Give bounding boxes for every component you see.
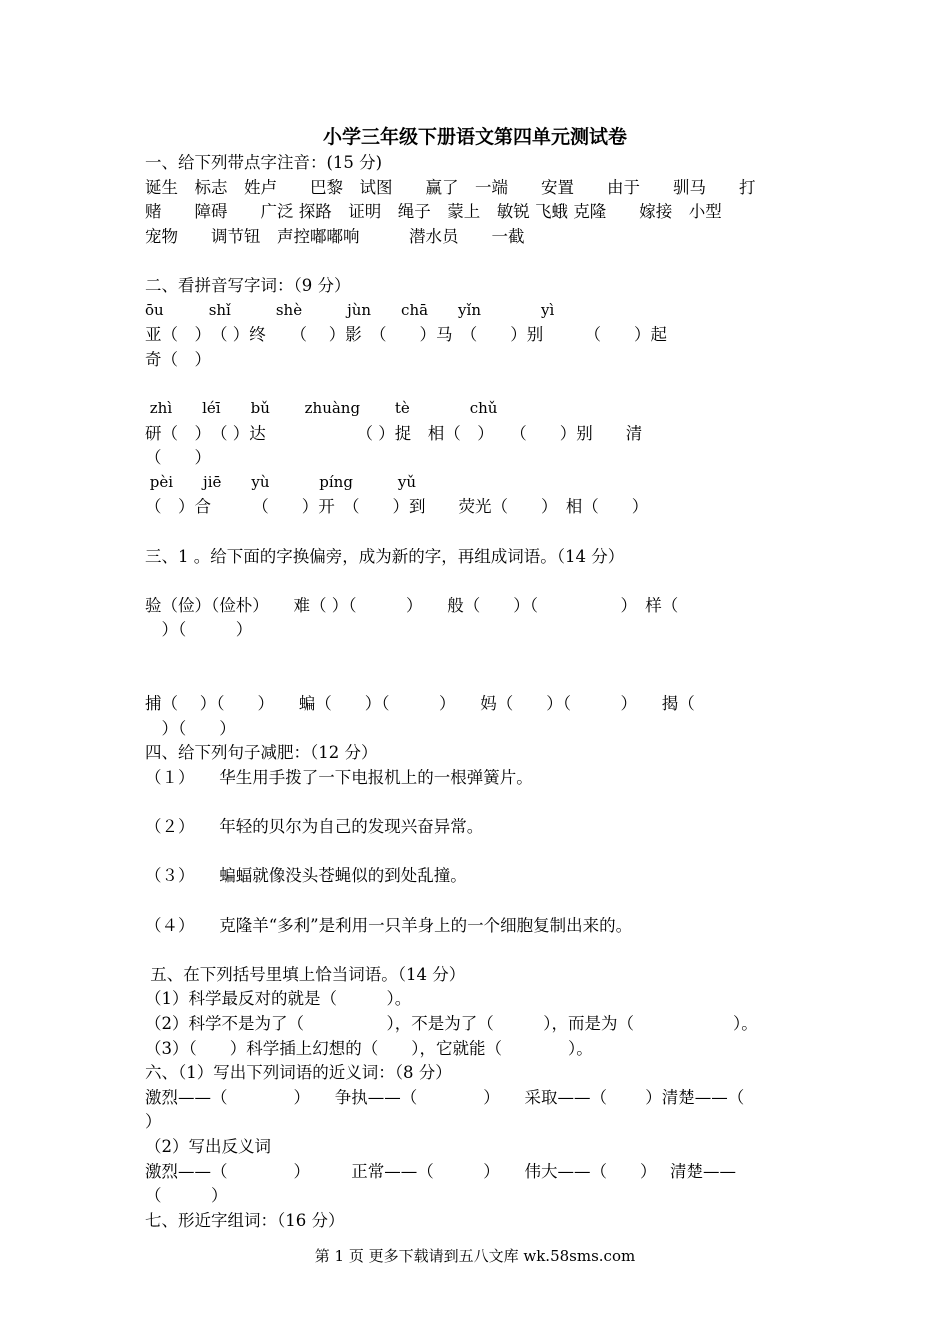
text-line: 七、形近字组词：（16 分） <box>145 1210 345 1230</box>
text-line: 四、给下列句子减肥：（12 分） <box>145 743 378 763</box>
text-line: 捕（ ）（ ） 蝙（ ）（ ） 妈（ ）（ ） 揭（ <box>145 694 695 714</box>
text-line: （2）科学不是为了（ ），不是为了（ ），而是为（ ）。 <box>145 1014 758 1033</box>
text-line: 诞生 标志 姓卢 巴黎 试图 赢了 一端 安置 由于 驯马 打 <box>145 177 756 197</box>
text-line <box>145 937 805 962</box>
text-line: 赌 障碍 广泛 探路 证明 绳子 蒙上 敏锐 飞蛾 克隆 嫁接 小型 <box>145 202 722 222</box>
page-footer: 第 1 页 更多下载请到五八文库 wk.58sms.com <box>314 1247 636 1265</box>
text-line <box>145 790 805 815</box>
text-line <box>145 839 805 864</box>
text-line: （２） 年轻的贝尔为自己的发现兴奋异常。 <box>145 817 484 837</box>
text-line: （3）（ ）科学插上幻想的（ ），它就能（ ）。 <box>145 1038 593 1058</box>
text-line: （ ） <box>145 1186 228 1206</box>
text-line: 宠物 调节钮 声控嘟嘟响 潜水员 一截 <box>145 226 525 246</box>
text-line: pèi jiē yù píng yǔ <box>145 472 417 491</box>
text-line: zhì léī bǔ zhuàng tè chǔ <box>145 399 498 417</box>
text-line <box>145 642 805 667</box>
text-line: 二、看拼音写字词：（9 分） <box>145 276 351 295</box>
text-line <box>145 519 805 544</box>
text-line: （1）科学最反对的就是（ ）。 <box>145 989 412 1009</box>
text-line <box>145 248 805 273</box>
text-line: 研（ ） （ ）达 （ ）捉 相（ ） （ ）别 清 <box>145 423 643 443</box>
text-line: 五、在下列括号里填上恰当词语。（14 分） <box>145 964 466 984</box>
text-line <box>145 888 805 913</box>
text-line: 六、（1）写出下列词语的近义词：（8 分） <box>145 1063 452 1083</box>
text-line <box>145 371 805 396</box>
text-line: 一、给下列带点字注音：(15 分) <box>145 153 383 172</box>
text-line: ） <box>145 1112 162 1132</box>
text-line: （2）写出反义词 <box>145 1137 271 1156</box>
text-line: ōu shǐ shè jùn chā yǐn yì <box>145 300 555 319</box>
text-line: 验（俭）（俭朴） 难（ ）（ ） 般（ ）（ ） 样（ <box>145 595 679 615</box>
text-line: ）（ ） <box>145 718 236 738</box>
text-line: 亚（ ） （ ）终 （ ）影 （ ）马 （ ）别 （ ）起 <box>145 325 667 345</box>
text-line <box>145 667 805 692</box>
text-line: （ ）合 （ ）开 （ ）到 荧光（ ） 相（ ） <box>145 497 649 517</box>
page-title: 小学三年级下册语文第四单元测试卷 <box>322 126 627 148</box>
text-line: ）（ ） <box>145 620 253 640</box>
text-line <box>145 568 805 593</box>
text-line: （３） 蝙蝠就像没头苍蝇似的到处乱撞。 <box>145 866 467 886</box>
text-line: 激烈——（ ） 争执——（ ） 采取——（ ）清楚——（ <box>145 1087 745 1107</box>
text-line: （４） 克隆羊“多利”是利用一只羊身上的一个细胞复制出来的。 <box>145 915 633 935</box>
text-line: 三、1 。给下面的字换偏旁，成为新的字，再组成词语。（14 分） <box>145 546 625 566</box>
text-line: 奇（ ） <box>145 349 211 369</box>
text-line: （１） 华生用手拨了一下电报机上的一根弹簧片。 <box>145 768 533 787</box>
text-line: （ ） <box>145 448 211 468</box>
text-line: 激烈——（ ） 正常——（ ） 伟大——（ ） 清楚—— <box>145 1161 736 1181</box>
